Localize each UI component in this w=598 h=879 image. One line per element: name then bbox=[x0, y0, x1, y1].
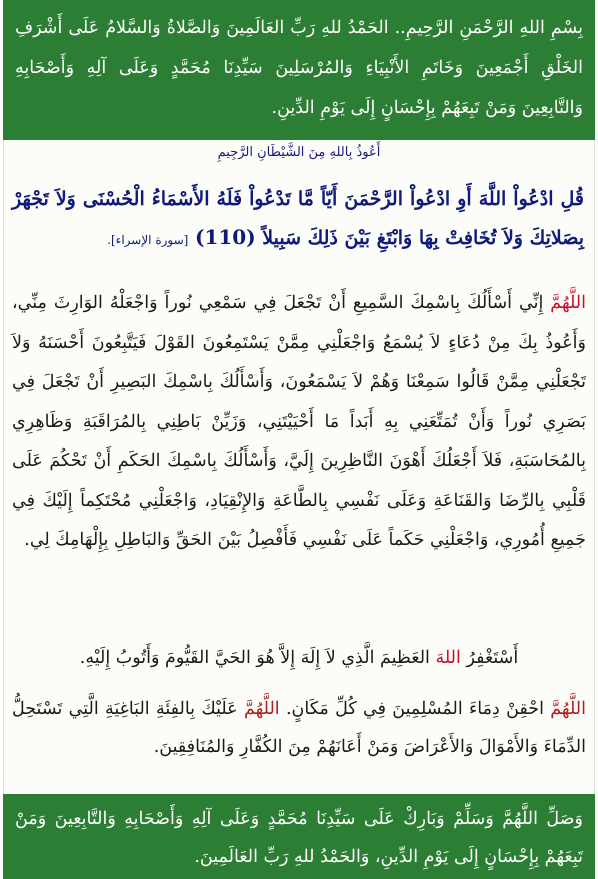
opening-praise-box bbox=[3, 0, 595, 140]
closing-salawat-box bbox=[3, 794, 595, 879]
istighfar-before: أَسْتَغْفِرُ bbox=[466, 648, 519, 668]
allahumma-word-2: اللَّهُمَّ bbox=[550, 699, 586, 719]
main-supplication-text: إِنِّي أَسْأَلُكَ بِاسْمِكَ السَّمِيعِ أَنْ تَجْعَلَ فِي سَمْعِي نُوراً وَاجْعَلْهُ الوَارِثَ مِنِّي، وَأَعُوذُ بِكَ مِنْ دُعَاءٍ لاَ يُسْمَعُ وَاجْعَلْنِي مِمَّنْ يَسْتَمِعُونَ القَوْلَ فَيَتَّبِعُونَ أَحْسَنَهُ وَلاَ تَجْعَلْنِي مِمَّنْ قَالُوا سَمِعْنَا وَهُمْ لاَ يَسْمَعُونَ، وَأَسْأَلُكَ بِاسْمِكَ البَصِيرِ أَنْ تَجْعَلَ فِي بَصَرِي نُوراً وَأَنْ تُمَتِّعَنِي بِهِ أَبَداً مَا أَحْيَيْتَنِي، وَزَيِّنْ بَاطِنِي بِالمُرَاقَبَةِ وَظَاهِرِي بِالمُحَاسَبَةِ، فَلاَ أَجْعَلُكَ أَهْوَنَ النَّاظِرِينَ إِلَيَّ، وَأَسْأَلُكَ بِاسْمِكَ الحَكَمِ أَنْ تَحْكُمَ عَلَى قَلْبِي بِالرِّضَا وَالقَنَاعَةِ وَعَلَى نَفْسِي بِالطَّاعَةِ وَالإِنْقِيَادِ، وَاجْعَلْنِي مُحْتَكِماً إِلَيْكَ فِي جَمِيعِ أُمُورِي، وَاجْعَلْنِي حَكَماً عَلَى نَفْسِي فَأَفْصِلُ بَيْنَ الحَقِّ وَالبَاطِلِ بِإِلْهَامِكَ لِي. bbox=[12, 293, 586, 550]
verse-number: (110) bbox=[194, 225, 256, 249]
quran-verse bbox=[12, 180, 584, 259]
surah-reference: [سورة الإسراء]. bbox=[107, 233, 189, 247]
closing-supplication-text-2: عَلَيْكَ بِالفِئَةِ البَاغِيَةِ الَّتِي تَسْتَحِلُّ الدِّمَاءَ وَالأَمْوَالَ وَالأَعْرَاضَ وَمَنْ أَعَانَهُمْ مِنَ الكُفَّارِ وَالمُنَافِقِينَ. bbox=[12, 699, 586, 757]
closing-supplication-text-1: احْقِنْ دِمَاءَ المُسْلِمِينَ فِي كُلِّ مَكَانٍ. bbox=[285, 699, 544, 719]
main-supplication bbox=[12, 284, 586, 561]
closing-salawat-text: وَصَلِّ اللَّهُمَّ وَسَلِّمْ وَبَارِكْ عَلَى سَيِّدِنَا مُحَمَّدٍ وَعَلَى آلِهِ وَأَصْحَابِهِ وَالتَّابِعِينَ وَمَنْ تَبِعَهُمْ بِإِحْسَانٍ إِلَى يَوْمِ الدِّينِ، وَالحَمْدُ للهِ رَبِّ العَالَمِينَ. bbox=[15, 809, 583, 867]
closing-supplication bbox=[12, 690, 586, 766]
verse-text: قُلِ ادْعُواْ اللَّهَ أَوِ ادْعُواْ الرَّحْمَنَ أَيّاً مَّا تَدْعُواْ فَلَهُ الأَسْمَاءُ الْحُسْنَى وَلاَ تَجْهَرْ بِصَلاتِكَ وَلاَ تُخَافِتْ بِهَا وَابْتَغِ بَيْنَ ذَلِكَ سَبِيلاً bbox=[12, 188, 584, 249]
allah-word: اللهَ bbox=[435, 648, 461, 668]
istiadha-line: أَعُوذُ بِاللهِ مِنَ الشَّيْطَانِ الرَّجِيمِ bbox=[217, 145, 381, 160]
opening-praise-text: بِسْمِ اللهِ الرَّحْمَنِ الرَّحِيمِ.. الحَمْدُ للهِ رَبِّ العَالَمِينَ وَالصَّلاةُ وَالسَّلامُ عَلَى أَشْرَفِ الخَلْقِ أَجْمَعِينَ وَخَاتَمِ الأَنْبِيَاءِ وَالمُرْسَلِينَ سَيِّدِنَا مُحَمَّدٍ وَعَلَى آلِهِ وَأَصْحَابِهِ وَالتَّابِعِينَ وَمَنْ تَبِعَهُمْ بِإِحْسَانٍ إِلَى يَوْمِ الدِّينِ. bbox=[15, 18, 583, 118]
allahumma-word: اللَّهُمَّ bbox=[550, 293, 586, 313]
istighfar-line bbox=[12, 642, 586, 674]
istighfar-after: العَظِيمَ الَّذِي لاَ إِلَهَ إِلاَّ هُوَ الحَيَّ القَيُّومَ وَأَتُوبُ إِلَيْهِ. bbox=[79, 648, 430, 668]
allahumma-word-3: اللَّهُمَّ bbox=[243, 699, 280, 719]
